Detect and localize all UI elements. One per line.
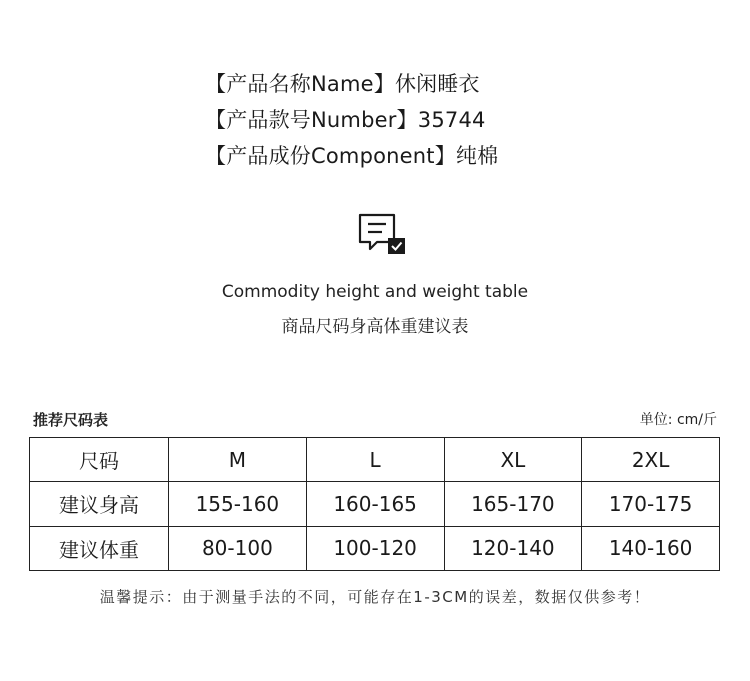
table-cell: 160-165: [306, 482, 444, 526]
table-cell: 140-160: [582, 526, 720, 570]
table-row-weight: [30, 526, 720, 570]
measurement-note: 温馨提示：由于测量手法的不同，可能存在1-3CM的误差，数据仅供参考！: [99, 588, 651, 606]
table-unit: 单位: cm/斤: [639, 412, 717, 428]
message-check-icon: [357, 212, 407, 258]
subtitle-english: Commodity height and weight table: [221, 282, 529, 302]
row-label-cell: 建议身高: [30, 482, 169, 526]
table-title: 推荐尺码表: [33, 411, 109, 429]
table-cell: 80-100: [169, 526, 307, 570]
header-cell: 尺码: [30, 438, 169, 482]
header-cell: M: [169, 438, 307, 482]
table-cell: 100-120: [306, 526, 444, 570]
subtitle-chinese: 商品尺码身高体重建议表: [281, 317, 469, 337]
table-cell: 165-170: [444, 482, 582, 526]
header-cell: XL: [444, 438, 582, 482]
size-table: [29, 437, 720, 571]
table-header-row: [30, 438, 720, 482]
header-cell: 2XL: [582, 438, 720, 482]
row-label-cell: 建议体重: [30, 526, 169, 570]
header-cell: L: [306, 438, 444, 482]
table-cell: 170-175: [582, 482, 720, 526]
product-name-line: 【产品名称Name】休闲睡衣: [205, 72, 480, 96]
product-component-line: 【产品成份Component】纯棉: [205, 144, 499, 168]
product-number-line: 【产品款号Number】35744: [205, 108, 486, 132]
table-cell: 120-140: [444, 526, 582, 570]
table-row-height: [30, 482, 720, 526]
product-info: [205, 66, 498, 174]
table-cell: 155-160: [169, 482, 307, 526]
